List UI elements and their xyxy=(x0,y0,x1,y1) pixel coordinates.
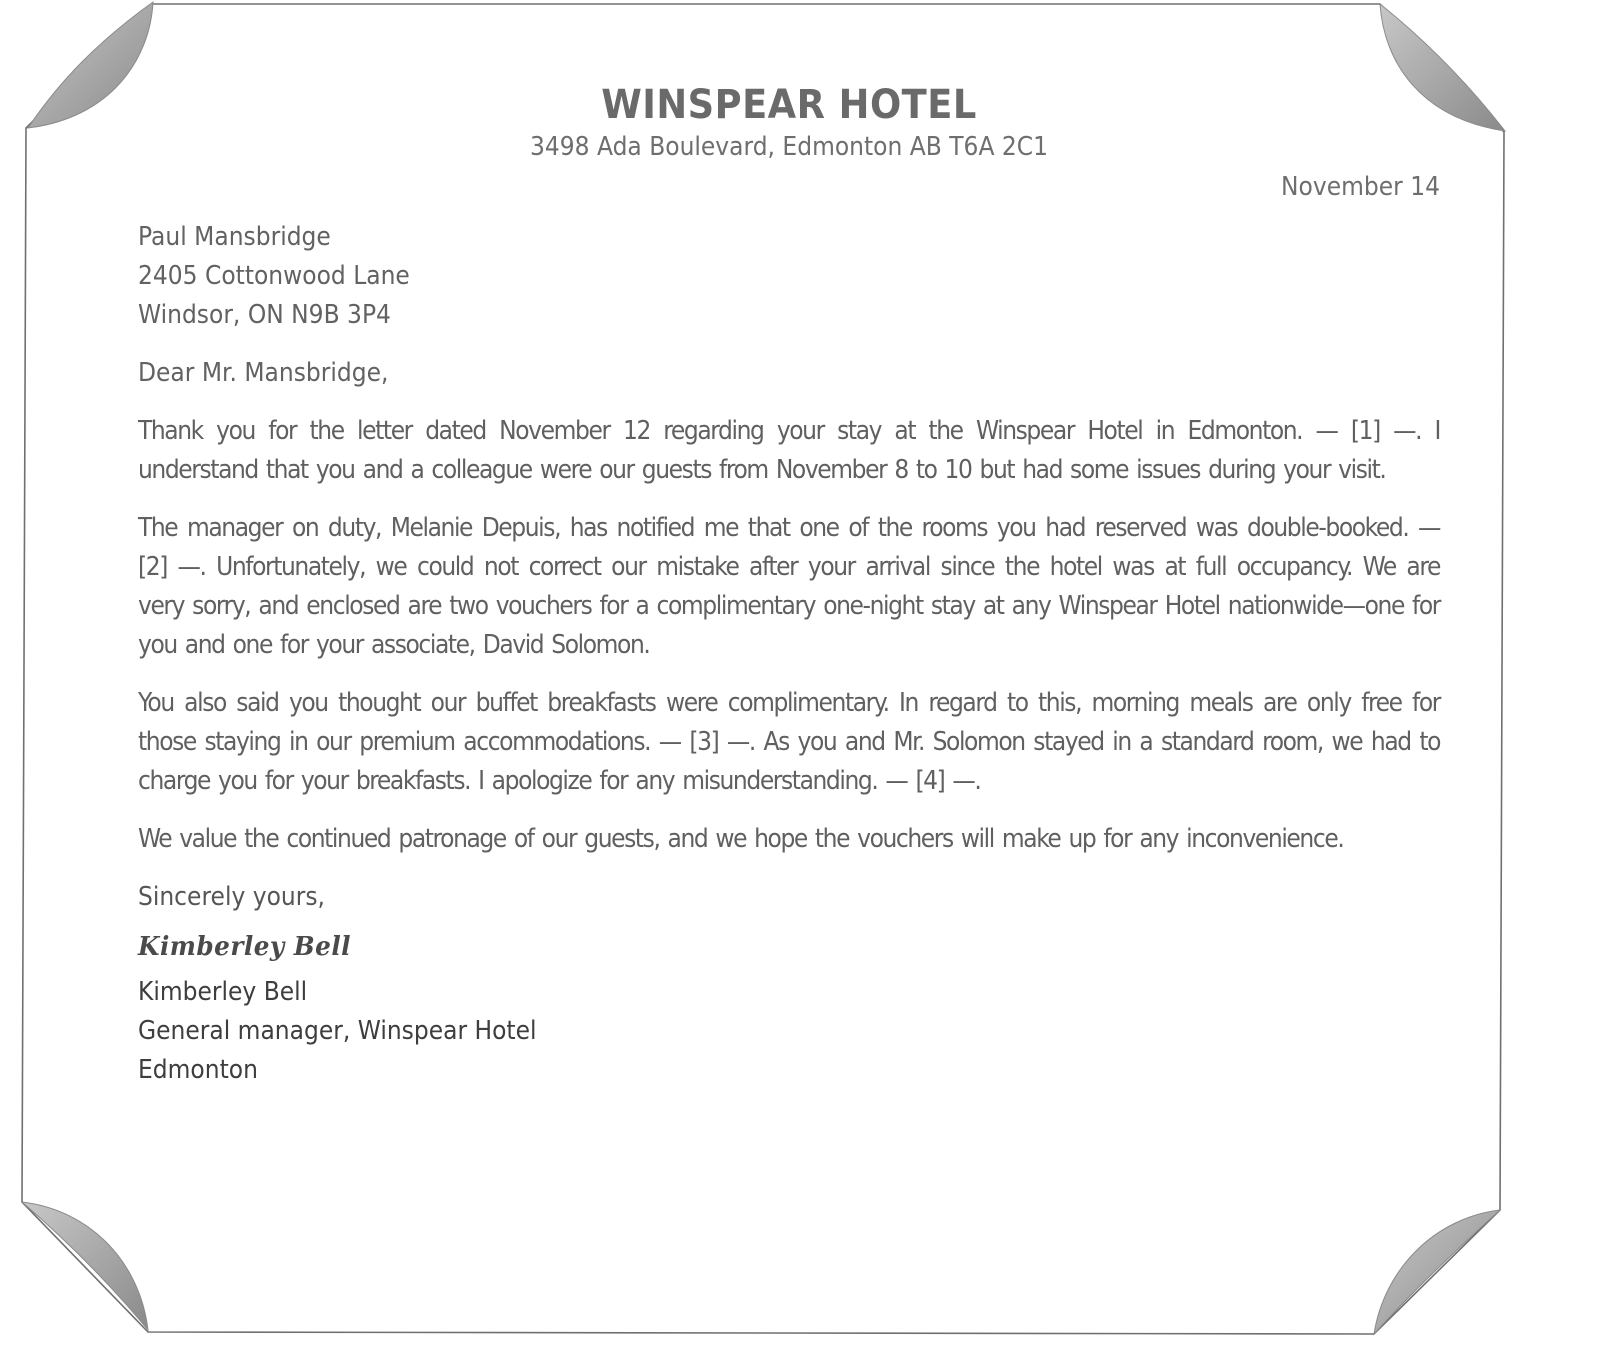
hotel-name: WINSPEAR HOTEL xyxy=(601,82,977,128)
sender-title: General manager, Winspear Hotel xyxy=(138,1016,537,1046)
paragraph-4: We value the continued patronage of our guests, and we hope the vouchers will make up for any inconvenience. xyxy=(138,824,1344,854)
recipient-address xyxy=(138,218,1440,335)
salutation: Dear Mr. Mansbridge, xyxy=(138,358,389,388)
sender-block xyxy=(138,973,1440,1090)
letter xyxy=(138,80,1440,1090)
letter-date: November 14 xyxy=(1281,172,1440,202)
signature: Kimberley Bell xyxy=(138,932,352,962)
corner-top-left xyxy=(28,2,153,128)
paragraph-1: Thank you for the letter dated November 12 regarding your stay at the Winspear Hotel in Edmonton. — [1] —. I understand that you and a colleague were our guests from November 8 to 10 but had some issues during your visit. xyxy=(138,416,1440,485)
recipient-name: Paul Mansbridge xyxy=(138,222,331,252)
paragraph-3: You also said you thought our buffet breakfasts were complimentary. In regard to this, morning meals are only free for those staying in our premium accommodations. — [3] —. As you and Mr. Solomon stayed in a standard room, we had to charge you for your breakfasts. I apologize for any misunderstanding. — [4] —. xyxy=(138,688,1440,796)
hotel-address: 3498 Ada Boulevard, Edmonton AB T6A 2C1 xyxy=(529,132,1049,162)
recipient-city: Windsor, ON N9B 3P4 xyxy=(138,300,391,330)
letter-body xyxy=(138,412,1440,859)
recipient-street: 2405 Cottonwood Lane xyxy=(138,261,410,291)
closing: Sincerely yours, xyxy=(138,882,325,912)
sender-location: Edmonton xyxy=(138,1055,258,1085)
sender-name: Kimberley Bell xyxy=(138,977,308,1007)
paragraph-2: The manager on duty, Melanie Depuis, has notified me that one of the rooms you had reserved was double-booked. — [2] —. Unfortunately, we could not correct our mistake after your arrival since the hotel was at full occupancy. We are very sorry, and enclosed are two vouchers for a complimentary one-night stay at any Winspear Hotel nationwide—one for you and one for your associate, David Solomon. xyxy=(138,513,1440,660)
